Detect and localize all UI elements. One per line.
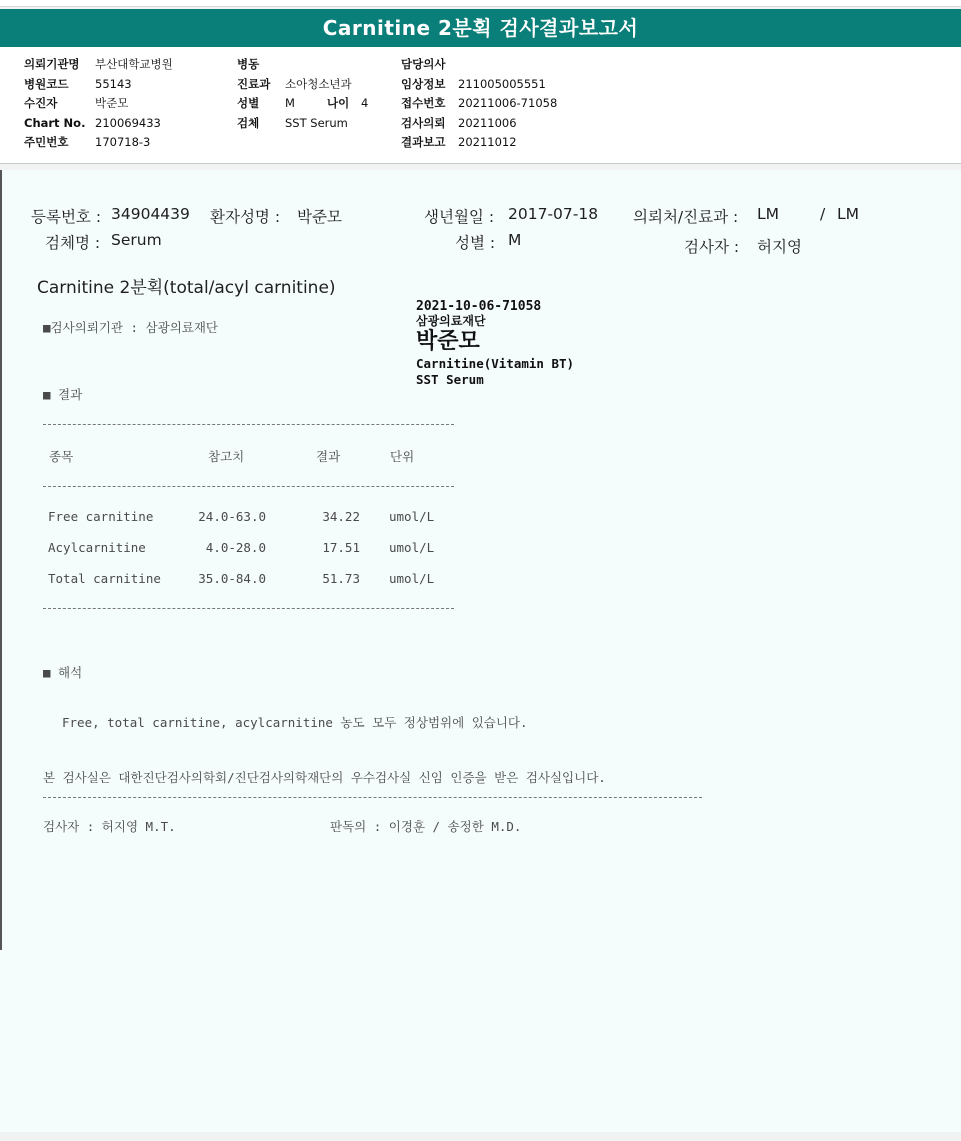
interpretation-text: Free, total carnitine, acylcarnitine 농도 모두 정상범위에 있습니다.	[62, 715, 528, 730]
hospital-code-value: 55143	[95, 76, 132, 91]
specimen-value: SST Serum	[285, 115, 348, 130]
reg-no-value: 34904439	[111, 205, 190, 223]
row-reference: 35.0-84.0	[198, 571, 266, 586]
report-date-value: 20211012	[458, 135, 517, 149]
col-header-result: 결과	[316, 449, 341, 464]
specimen-name-value: Serum	[111, 231, 162, 249]
row-reference: 24.0-63.0	[198, 509, 266, 524]
receipt-no-value: 20211006-71058	[458, 96, 558, 110]
certification-text: 본 검사실은 대한진단검사의학회/진단검사의학재단의 우수검사실 신임 인증을 받은 검사실입니다.	[43, 770, 606, 785]
left-border	[0, 170, 2, 950]
resident-no-value: 170718-3	[95, 135, 151, 149]
stamp-lab: 삼광의료재단	[416, 314, 486, 328]
row-reference: 4.0-28.0	[205, 540, 266, 555]
row-item: Acylcarnitine	[48, 540, 146, 555]
specimen-label-stamp	[416, 299, 574, 388]
dept-label: 진료과	[237, 76, 271, 91]
patient-name-label: 환자성명 :	[210, 208, 281, 226]
top-border	[0, 0, 961, 7]
test-title: Carnitine 2분획(total/acyl carnitine)	[37, 278, 336, 298]
request-date-value: 20211006	[458, 115, 517, 130]
divider	[43, 486, 454, 487]
interpretation-heading: ■ 해석	[43, 665, 83, 680]
patient-sex-label: 성별 :	[455, 234, 496, 252]
stamp-accession: 2021-10-06-71058	[416, 299, 542, 314]
result-heading: ■ 결과	[43, 387, 83, 402]
divider	[43, 797, 702, 798]
row-unit: umol/L	[389, 509, 435, 524]
request-date-label: 검사의뢰	[401, 115, 446, 130]
patient-sex-value: M	[508, 231, 522, 249]
header-col-doctor	[401, 55, 558, 153]
examiner-label: 검사자 :	[684, 238, 740, 256]
dept-from-value: LM	[757, 205, 780, 223]
patient-value: 박준모	[95, 96, 129, 110]
hospital-code-label: 병원코드	[24, 76, 69, 91]
col-header-item: 종목	[49, 449, 74, 464]
examiner-signature: 검사자 : 허지영 M.T.	[43, 819, 176, 834]
header-info	[0, 47, 961, 164]
institution-label: 의뢰기관명	[24, 57, 80, 71]
dept-value: 소아청소년과	[285, 76, 352, 91]
patient-name-value: 박준모	[297, 208, 342, 226]
receipt-no-label: 접수번호	[401, 96, 446, 110]
chart-no-value: 210069433	[95, 115, 161, 130]
chart-no-label: Chart No.	[24, 115, 86, 130]
age-value: 4	[361, 96, 369, 110]
divider	[43, 608, 454, 609]
clinical-info-label: 임상정보	[401, 76, 446, 91]
row-result: 34.22	[322, 509, 360, 524]
patient-label: 수진자	[24, 96, 58, 110]
col-header-reference: 참고치	[208, 449, 245, 464]
report-date-label: 결과보고	[401, 135, 446, 149]
sex-label: 성별	[237, 96, 260, 110]
examiner-value: 허지영	[757, 238, 802, 256]
stamp-specimen: SST Serum	[416, 372, 484, 387]
dept-separator: /	[820, 205, 826, 223]
sex-value: M	[285, 96, 295, 110]
ward-label: 병동	[237, 57, 260, 71]
report-title: Carnitine 2분획 검사결과보고서	[0, 9, 961, 47]
requester-line: ■검사의뢰기관 : 삼광의료재단	[43, 320, 219, 335]
dept-summary-label: 의뢰처/진료과 :	[633, 208, 739, 226]
col-header-unit: 단위	[390, 449, 415, 464]
institution-value: 부산대학교병원	[95, 57, 173, 71]
row-result: 51.73	[322, 571, 360, 586]
row-unit: umol/L	[389, 540, 435, 555]
doctor-label: 담당의사	[401, 57, 446, 71]
divider	[43, 424, 454, 425]
resident-no-label: 주민번호	[24, 135, 69, 149]
reader-signature: 판독의 : 이경훈 / 송정한 M.D.	[330, 819, 522, 834]
dob-value: 2017-07-18	[508, 205, 599, 223]
header-col-institution	[24, 55, 173, 153]
stamp-patient-name: 박준모	[416, 329, 480, 354]
reg-no-label: 등록번호 :	[31, 208, 102, 226]
row-result: 17.51	[322, 540, 360, 555]
specimen-label: 검체	[237, 115, 260, 130]
stamp-test-name: Carnitine(Vitamin BT)	[416, 356, 575, 371]
clinical-info-value: 211005005551	[458, 76, 546, 91]
dob-label: 생년월일 :	[424, 208, 495, 226]
age-label: 나이	[327, 96, 350, 110]
row-item: Total carnitine	[48, 571, 161, 586]
row-unit: umol/L	[389, 571, 435, 586]
header-col-ward	[237, 55, 369, 133]
dept-to-value: LM	[837, 205, 860, 223]
specimen-name-label: 검체명 :	[45, 234, 101, 252]
row-item: Free carnitine	[48, 509, 154, 524]
